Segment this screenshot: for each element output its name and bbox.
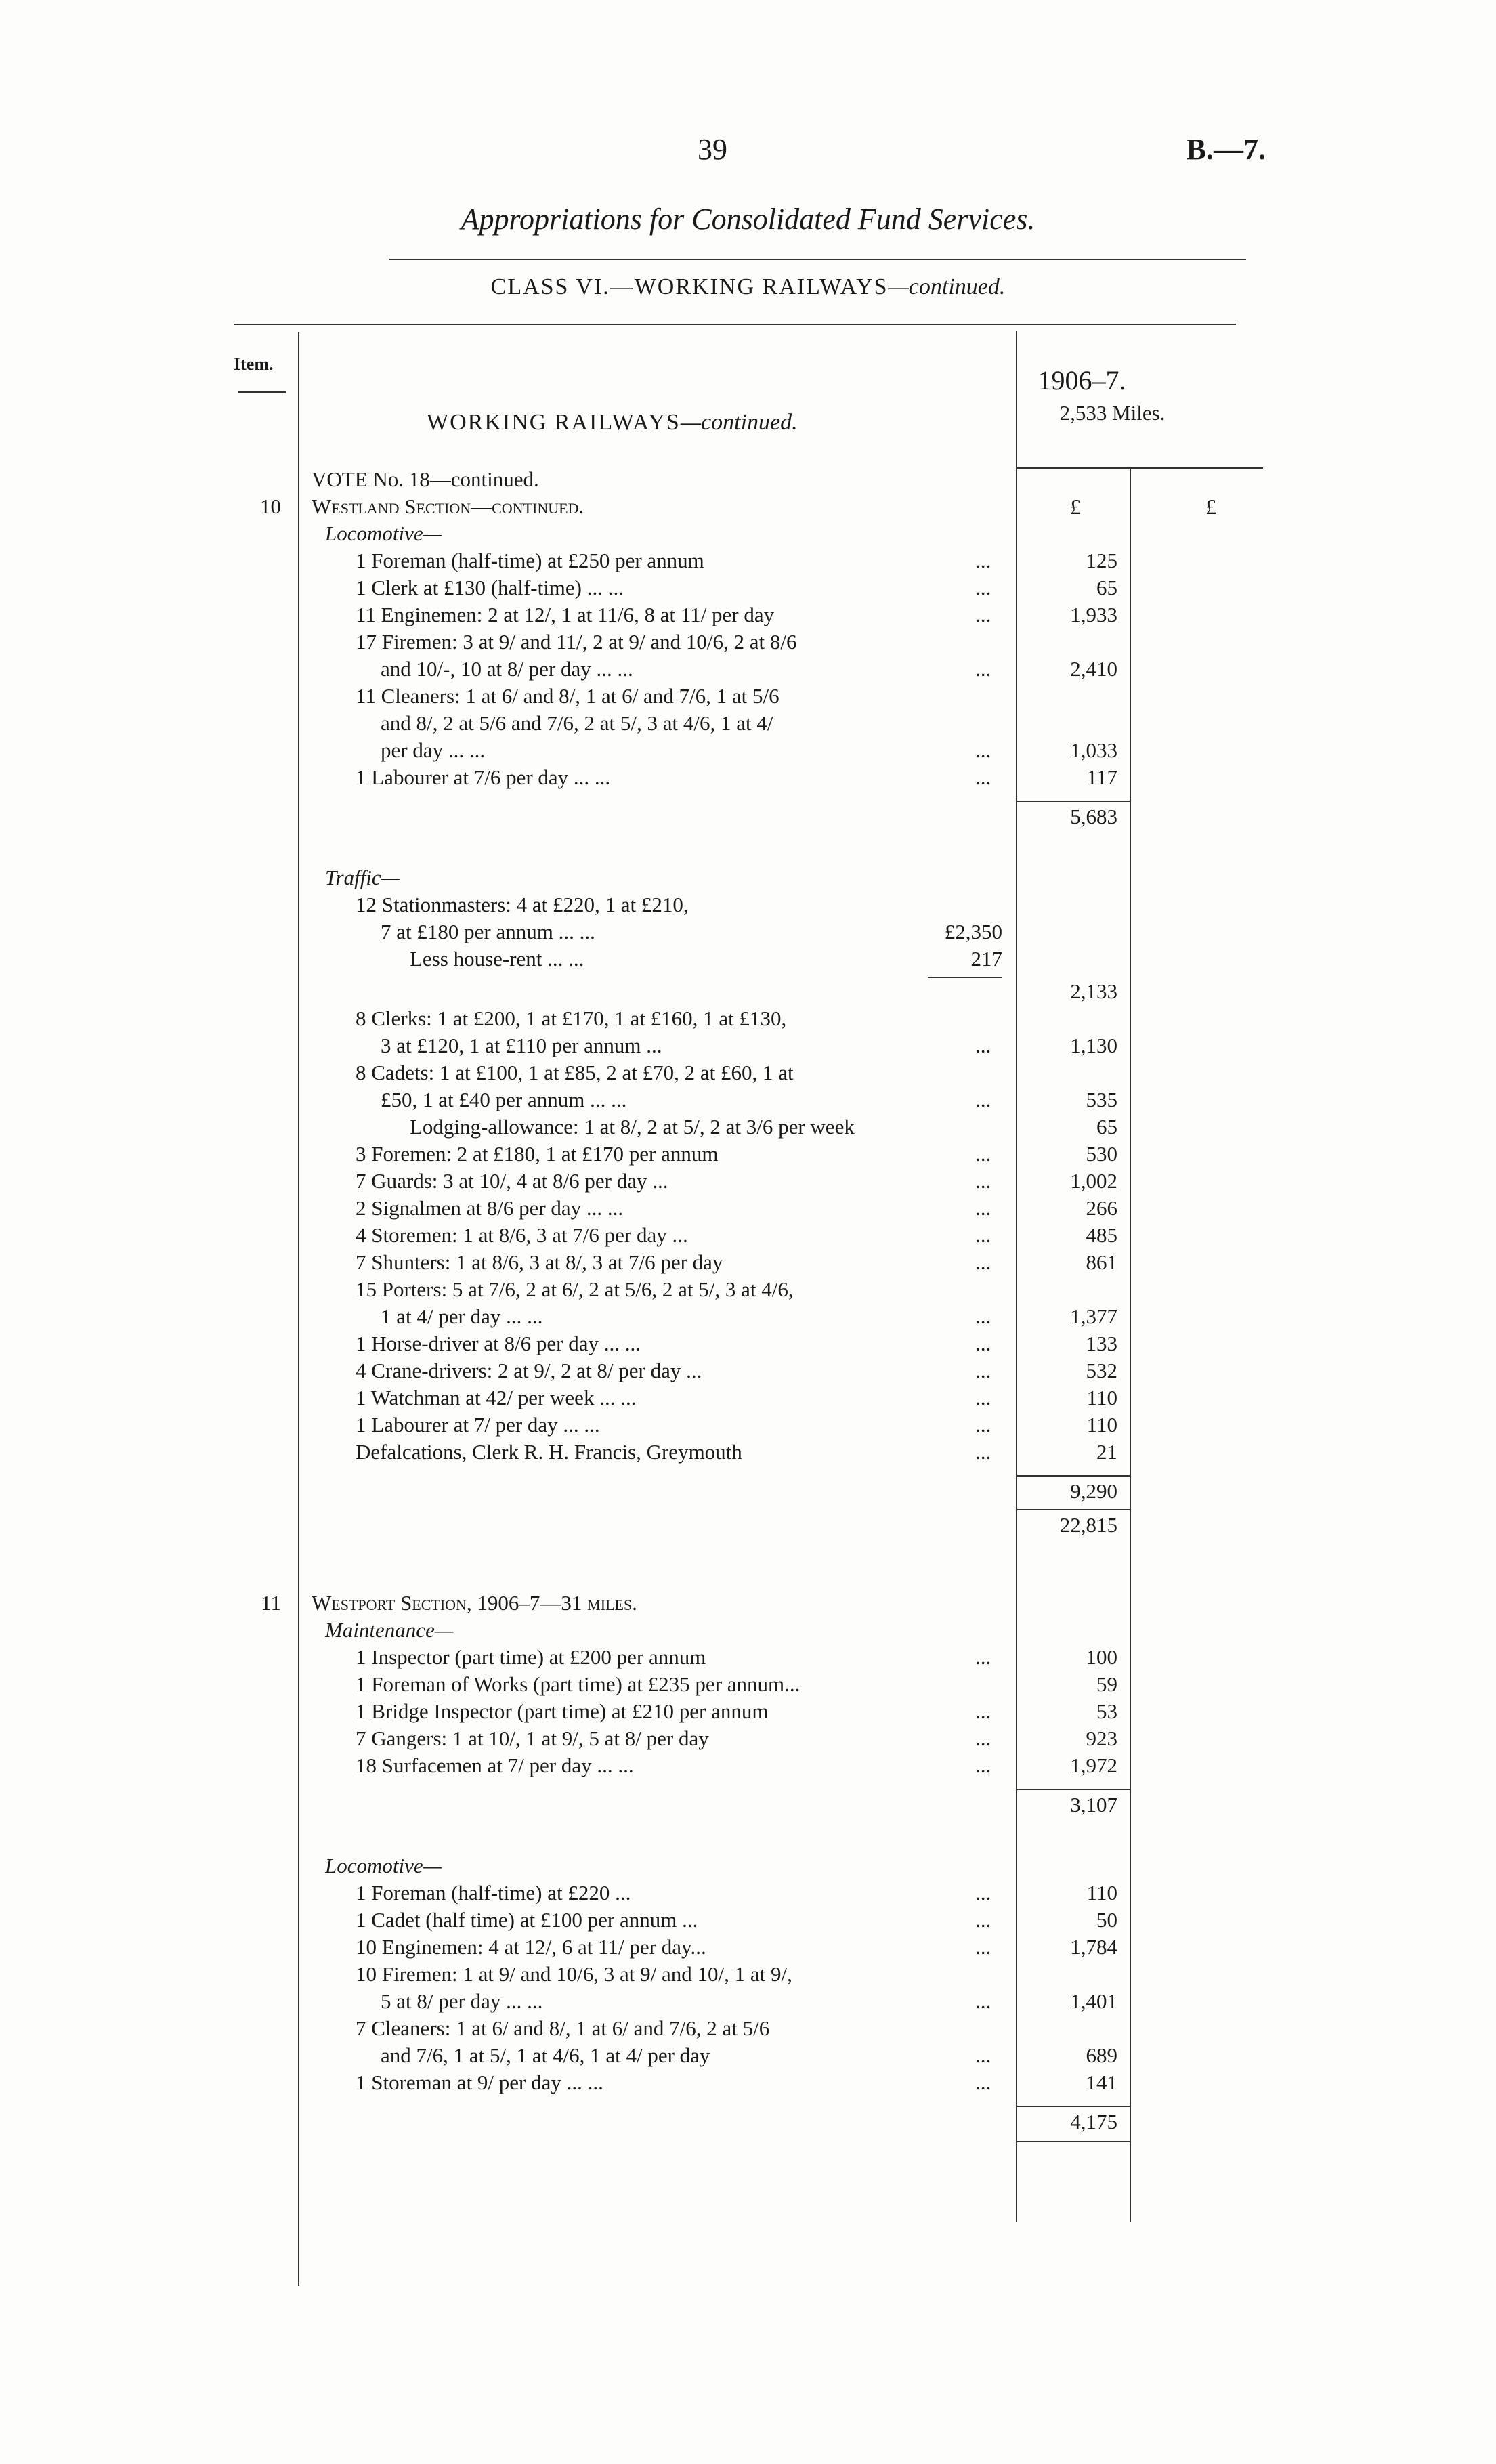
section-title-continued: —continued.: [680, 410, 798, 435]
line-label: 1 Labourer at 7/6 per day ... ...: [356, 765, 611, 789]
line-amount: 530: [1086, 1142, 1117, 1166]
leader-dots: ...: [975, 1989, 991, 2013]
subtotal-rule: [1016, 801, 1130, 802]
estimate-line: [0, 576, 1496, 603]
estimate-line: [0, 1479, 1496, 1506]
estimate-line: [0, 1250, 1496, 1277]
house-rent-rule: [928, 977, 1002, 978]
estimate-line: [0, 1169, 1496, 1196]
page-title: Appropriations for Consolidated Fund Services.: [461, 203, 1035, 236]
line-label: 1 Watchman at 42/ per week ... ...: [356, 1386, 637, 1409]
line-amount: 1,972: [1070, 1754, 1117, 1777]
line-label: 1 Bridge Inspector (part time) at £210 per annum: [356, 1699, 769, 1723]
leader-dots: ...: [975, 603, 991, 626]
estimate-line: [0, 630, 1496, 657]
miles-header: 2,533 Miles.: [1059, 401, 1166, 425]
line-label: Maintenance—: [325, 1618, 454, 1642]
subtotal-amount: 22,815: [1059, 1513, 1117, 1537]
estimate-line: [0, 467, 1496, 494]
line-label: 11 Cleaners: 1 at 6/ and 8/, 1 at 6/ and 7/6, 1 at 5/6: [356, 684, 779, 708]
line-amount: 535: [1086, 1088, 1117, 1111]
estimate-line: [0, 1645, 1496, 1672]
line-label: and 10/-, 10 at 8/ per day ... ...: [381, 657, 633, 681]
line-label: 18 Surfacemen at 7/ per day ... ...: [356, 1754, 634, 1777]
line-amount: 1,033: [1070, 738, 1117, 762]
leader-dots: ...: [975, 1754, 991, 1777]
line-label: 1 Foreman (half-time) at £220 ...: [356, 1881, 631, 1905]
estimate-line: [0, 738, 1496, 765]
line-label: 1 Cadet (half time) at £100 per annum ...: [356, 1908, 698, 1932]
line-amount: 2,410: [1070, 657, 1117, 681]
line-amount: 2,133: [1070, 979, 1117, 1003]
line-amount: 110: [1086, 1386, 1117, 1409]
line-label: Lodging-allowance: 1 at 8/, 2 at 5/, 2 at 3/6 per week: [410, 1115, 855, 1139]
leader-dots: ...: [975, 576, 991, 599]
estimate-line: [0, 866, 1496, 893]
line-label: 4 Crane-drivers: 2 at 9/, 2 at 8/ per day ...: [356, 1359, 702, 1382]
pound-sign-column-1: £: [1070, 494, 1081, 519]
line-label: 7 at £180 per annum ... ...: [381, 920, 595, 943]
estimate-line: [0, 684, 1496, 711]
subtotal-rule: [1016, 1509, 1130, 1510]
leader-dots: ...: [975, 738, 991, 762]
year-header: 1906–7.: [1038, 365, 1126, 396]
item-header-rule: [238, 391, 286, 393]
line-label: per day ... ...: [381, 738, 486, 762]
estimate-line: [0, 979, 1496, 1006]
subtotal-amount: 5,683: [1070, 805, 1117, 828]
estimate-line: [0, 522, 1496, 549]
line-amount: 133: [1086, 1332, 1117, 1355]
leader-dots: ...: [975, 1223, 991, 1247]
leader-dots: ...: [975, 1935, 991, 1959]
estimate-line: [0, 2110, 1496, 2137]
leader-dots: ...: [975, 1304, 991, 1328]
estimate-line: [0, 1989, 1496, 2016]
leader-dots: ...: [975, 1359, 991, 1382]
estimate-line: [0, 1962, 1496, 1989]
line-label: 7 Guards: 3 at 10/, 4 at 8/6 per day ...: [356, 1169, 668, 1193]
line-label: 8 Cadets: 1 at £100, 1 at £85, 2 at £70, 2 at £60, 1 at: [356, 1061, 794, 1084]
estimate-line: [0, 2070, 1496, 2098]
leader-dots: ...: [975, 2043, 991, 2067]
line-label: 5 at 8/ per day ... ...: [381, 1989, 543, 2013]
line-amount: 689: [1086, 2043, 1117, 2067]
estimate-line: [0, 549, 1496, 576]
line-label: VOTE No. 18—continued.: [312, 467, 539, 491]
line-amount: 117: [1086, 765, 1117, 789]
estimate-line: [0, 2043, 1496, 2070]
line-amount: 100: [1086, 1645, 1117, 1669]
line-label: 1 Storeman at 9/ per day ... ...: [356, 2070, 603, 2094]
leader-dots: ...: [975, 1645, 991, 1669]
estimate-line: [0, 1754, 1496, 1781]
estimate-line: [0, 1726, 1496, 1754]
line-amount: 861: [1086, 1250, 1117, 1274]
line-amount: 1,002: [1070, 1169, 1117, 1193]
leader-dots: ...: [975, 1142, 991, 1166]
line-label: 1 Inspector (part time) at £200 per annum: [356, 1645, 706, 1669]
line-amount: 65: [1096, 1115, 1117, 1139]
estimate-line: [0, 1061, 1496, 1088]
estimate-line: [0, 765, 1496, 792]
line-amount: 1,377: [1070, 1304, 1117, 1328]
estimate-line: [0, 1386, 1496, 1413]
estimate-line: [0, 1332, 1496, 1359]
line-amount: 532: [1086, 1359, 1117, 1382]
estimate-line: [0, 1088, 1496, 1115]
subtotal-rule: [1016, 2106, 1130, 2107]
line-label: 15 Porters: 5 at 7/6, 2 at 6/, 2 at 5/6, 2 at 5/, 3 at 4/6,: [356, 1277, 794, 1301]
line-amount: 923: [1086, 1726, 1117, 1750]
line-amount: 21: [1096, 1440, 1117, 1464]
line-amount: 65: [1096, 576, 1117, 599]
line-amount: 125: [1086, 549, 1117, 572]
leader-dots: ...: [975, 1440, 991, 1464]
estimate-line: [0, 1513, 1496, 1540]
estimate-line: [0, 603, 1496, 630]
line-label: Locomotive—: [325, 522, 442, 545]
line-label: 1 Horse-driver at 8/6 per day ... ...: [356, 1332, 641, 1355]
line-amount: 1,933: [1070, 603, 1117, 626]
line-label: 12 Stationmasters: 4 at £220, 1 at £210,: [356, 893, 689, 916]
estimate-line: [0, 1440, 1496, 1467]
line-label: and 8/, 2 at 5/6 and 7/6, 2 at 5/, 3 at 4/6, 1 at 4/: [381, 711, 773, 735]
estimate-line: [0, 1908, 1496, 1935]
title-rule: [389, 259, 1246, 260]
class-title-main: CLASS VI.—WORKING RAILWAYS: [490, 274, 889, 299]
line-amount: 59: [1096, 1672, 1117, 1696]
estimate-line: [0, 1359, 1496, 1386]
section-title: [427, 410, 798, 436]
leader-dots: ...: [975, 765, 991, 789]
line-amount: 1,130: [1070, 1034, 1117, 1057]
line-amount: 110: [1086, 1881, 1117, 1905]
line-amount: 1,784: [1070, 1935, 1117, 1959]
line-label: 3 Foremen: 2 at £180, 1 at £170 per annum: [356, 1142, 719, 1166]
leader-dots: ...: [975, 1332, 991, 1355]
leader-dots: ...: [975, 1699, 991, 1723]
line-label: Westport Section, 1906–7—31 miles.: [312, 1591, 637, 1615]
final-total-rule: [1016, 2141, 1130, 2142]
estimate-line: [0, 805, 1496, 832]
line-label: 2 Signalmen at 8/6 per day ... ...: [356, 1196, 624, 1220]
item-number: 11: [261, 1591, 281, 1615]
line-label: 1 Clerk at £130 (half-time) ... ...: [356, 576, 624, 599]
line-amount: 110: [1086, 1413, 1117, 1437]
line-label: Westland Section—continued.: [312, 494, 584, 518]
line-label: 1 at 4/ per day ... ...: [381, 1304, 543, 1328]
line-label: 8 Clerks: 1 at £200, 1 at £170, 1 at £160, 1 at £130,: [356, 1006, 787, 1030]
estimate-line: [0, 1196, 1496, 1223]
line-amount: 266: [1086, 1196, 1117, 1220]
estimate-line: [0, 1793, 1496, 1820]
sub-amount: £2,350: [944, 920, 1002, 943]
estimate-line: [0, 1672, 1496, 1699]
line-label: 4 Storemen: 1 at 8/6, 3 at 7/6 per day ...: [356, 1223, 688, 1247]
line-label: £50, 1 at £40 per annum ... ...: [381, 1088, 627, 1111]
line-amount: 141: [1086, 2070, 1117, 2094]
leader-dots: ...: [975, 1908, 991, 1932]
item-column-header: Item.: [234, 354, 274, 374]
pound-sign-column-2: £: [1205, 494, 1216, 519]
leader-dots: ...: [975, 1386, 991, 1409]
leader-dots: ...: [975, 2070, 991, 2094]
line-label: 3 at £120, 1 at £110 per annum ...: [381, 1034, 662, 1057]
line-amount: 50: [1096, 1908, 1117, 1932]
table-top-rule: [234, 324, 1236, 325]
estimate-line: [0, 1034, 1496, 1061]
subtotal-amount: 9,290: [1070, 1479, 1117, 1503]
line-amount: 53: [1096, 1699, 1117, 1723]
estimate-line: [0, 1881, 1496, 1908]
line-label: 17 Firemen: 3 at 9/ and 11/, 2 at 9/ and 10/6, 2 at 8/6: [356, 630, 797, 654]
leader-dots: ...: [975, 1088, 991, 1111]
line-amount: 1,401: [1070, 1989, 1117, 2013]
estimate-line: [0, 1277, 1496, 1304]
document-reference: B.—7.: [1186, 133, 1266, 166]
estimate-line: [0, 657, 1496, 684]
line-label: 10 Firemen: 1 at 9/ and 10/6, 3 at 9/ and 10/, 1 at 9/,: [356, 1962, 792, 1986]
estimate-line: [0, 2016, 1496, 2043]
leader-dots: ...: [975, 1726, 991, 1750]
leader-dots: ...: [975, 657, 991, 681]
line-label: Locomotive—: [325, 1854, 442, 1877]
estimate-line: [0, 1413, 1496, 1440]
line-label: 10 Enginemen: 4 at 12/, 6 at 11/ per day...: [356, 1935, 706, 1959]
line-label: 1 Labourer at 7/ per day ... ...: [356, 1413, 600, 1437]
leader-dots: ...: [975, 1881, 991, 1905]
subtotal-rule: [1016, 1789, 1130, 1790]
estimate-line: [0, 1006, 1496, 1034]
line-label: 7 Gangers: 1 at 10/, 1 at 9/, 5 at 8/ per day: [356, 1726, 709, 1750]
line-label: Defalcations, Clerk R. H. Francis, Greymouth: [356, 1440, 742, 1464]
estimate-line: [0, 1223, 1496, 1250]
page-number: 39: [698, 133, 727, 166]
leader-dots: ...: [975, 1196, 991, 1220]
estimate-line: [0, 711, 1496, 738]
line-label: 7 Shunters: 1 at 8/6, 3 at 8/, 3 at 7/6 per day: [356, 1250, 723, 1274]
line-label: Less house-rent ... ...: [410, 947, 584, 971]
line-label: 1 Foreman (half-time) at £250 per annum: [356, 549, 704, 572]
line-label: Traffic—: [325, 866, 400, 889]
estimate-line: [0, 947, 1496, 974]
leader-dots: ...: [975, 549, 991, 572]
leader-dots: ...: [975, 1169, 991, 1193]
estimate-line: [0, 1591, 1496, 1618]
estimate-line: [0, 1935, 1496, 1962]
subtotal-amount: 4,175: [1070, 2110, 1117, 2133]
leader-dots: ...: [975, 1413, 991, 1437]
line-label: 1 Foreman of Works (part time) at £235 per annum...: [356, 1672, 800, 1696]
sub-amount: 217: [970, 947, 1002, 971]
estimate-line: [0, 920, 1496, 947]
class-title: [0, 274, 1496, 300]
estimate-line: [0, 1115, 1496, 1142]
subtotal-amount: 3,107: [1070, 1793, 1117, 1817]
estimate-line: [0, 1699, 1496, 1726]
estimate-line: [0, 1142, 1496, 1169]
class-title-continued: —continued.: [888, 274, 1006, 299]
estimate-line: [0, 494, 1496, 522]
estimate-line: [0, 1854, 1496, 1881]
estimate-line: [0, 893, 1496, 920]
estimate-line: [0, 1618, 1496, 1645]
leader-dots: ...: [975, 1250, 991, 1274]
line-label: 11 Enginemen: 2 at 12/, 1 at 11/6, 8 at 11/ per day: [356, 603, 775, 626]
leader-dots: ...: [975, 1034, 991, 1057]
subtotal-rule: [1016, 1475, 1130, 1477]
line-label: 7 Cleaners: 1 at 6/ and 8/, 1 at 6/ and 7/6, 2 at 5/6: [356, 2016, 770, 2040]
line-label: and 7/6, 1 at 5/, 1 at 4/6, 1 at 4/ per day: [381, 2043, 710, 2067]
item-number: 10: [260, 494, 281, 518]
estimate-line: [0, 1304, 1496, 1332]
line-amount: 485: [1086, 1223, 1117, 1247]
section-title-main: WORKING RAILWAYS: [427, 410, 681, 435]
